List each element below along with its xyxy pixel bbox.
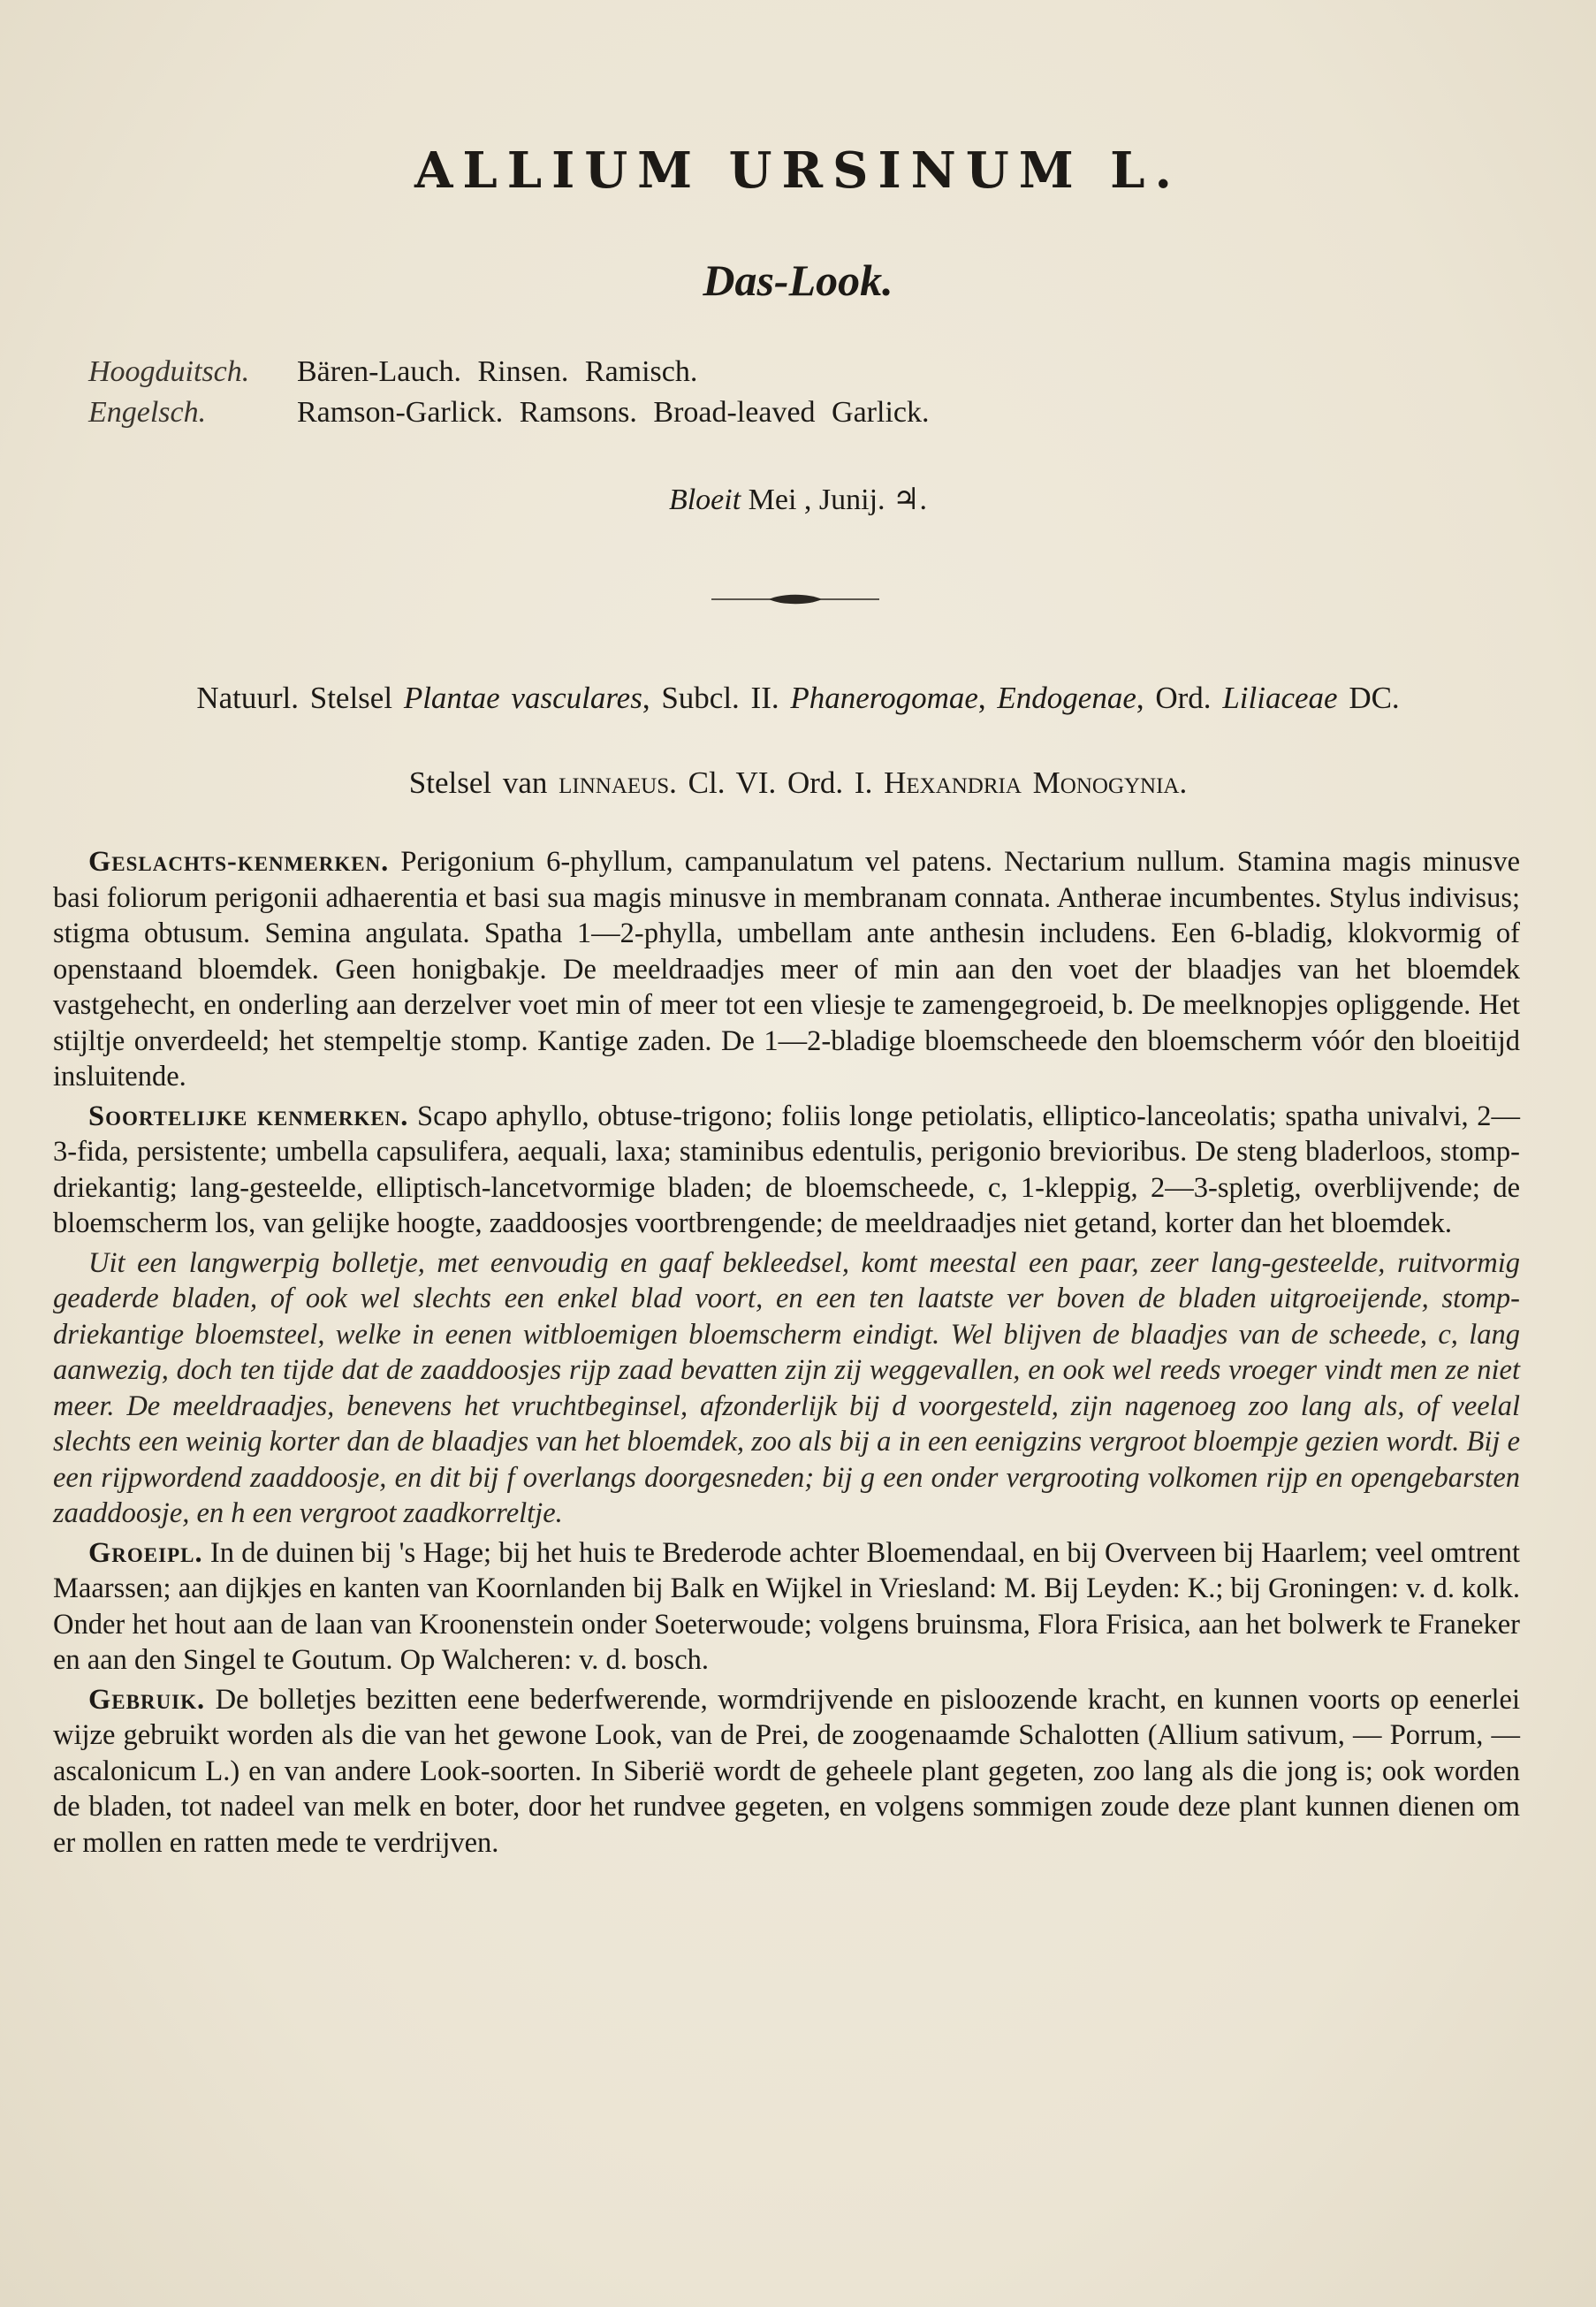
- vernacular-row: [88, 352, 1149, 392]
- section-text: Perigonium 6-phyllum, campanulatum vel patens. Nectarium nullum. Stamina magis minusve basi foliorum perigonii adhaerentia et basi sua magis minusve in membranam connata. Antherae incumbentes. Stylus indivisus; stigma obtusum. Semina angulata. Spatha 1—2-phylla, umbellam ante anthesin includens. Een 6-bladig, klokvormig of openstaand bloemdek. Geen honigbakje. De meeldraadjes meer of min aan den voet der blaadjes van het bloemdek vastgehecht, en onderling aan derzelver voet min of meer tot een vliesje te zamengegroeid, b. De meelknopjes opliggende. Het stijltje onverdeeld; het stempeltje stomp. Kantige zaden. De 1—2-bladige bloemscheede den bloemscherm vóór den bloeitijd insluitende.: [53, 846, 1521, 1093]
- system-endogenae: Endogenae: [997, 681, 1136, 715]
- main-text: [53, 844, 1520, 1864]
- section-genus: [53, 844, 1520, 1095]
- vernacular-language: Hoogduitsch.: [88, 355, 250, 388]
- page-title: ALLIUM URSINUM L.: [414, 141, 1182, 200]
- system-family: Liliaceae: [1222, 681, 1338, 715]
- ornament-divider: [707, 590, 884, 608]
- system-author: DC.: [1349, 681, 1400, 715]
- section-heading: Geslachts-kenmerken.: [88, 846, 390, 878]
- section-heading: Gebruik.: [88, 1683, 206, 1716]
- vernacular-values: Ramson-Garlick. Ramsons. Broad-leaved Garlick.: [297, 396, 930, 429]
- natural-system: Natuurl. Stelsel Plantae vasculares, Subcl. II. Phanerogomae, Endogenae, Ord. Liliaceae DC.: [196, 681, 1400, 715]
- section-use: [53, 1682, 1520, 1862]
- perennial-symbol: ♃.: [893, 483, 928, 516]
- page-subtitle: Das-Look.: [703, 255, 893, 305]
- linnaeus-class-order: Cl. VI. Ord. I.: [688, 765, 873, 800]
- section-species: [53, 1099, 1520, 1242]
- system-plantae: Plantae vasculares: [403, 681, 642, 715]
- linnaeus-prefix: Stelsel van: [408, 765, 548, 800]
- system-prefix: Natuurl. Stelsel: [196, 681, 393, 715]
- linnaean-system: [0, 765, 1596, 801]
- vernacular-values: Bären-Lauch. Rinsen. Ramisch.: [297, 355, 698, 388]
- flowering-period: [0, 482, 1596, 517]
- system-order: , Ord.: [1136, 681, 1212, 715]
- system-subclass: , Subcl. II.: [642, 681, 779, 715]
- system-phanerogomae: Phanerogomae: [790, 681, 978, 715]
- flowering-value: Mei , Junij.: [748, 483, 885, 516]
- section-text: De bolletjes bezitten eene bederfwerende, wormdrijvende en pisloozende kracht, en kunnen voorts op eenerlei wijze gebruikt worden als die van het gewone Look, van de Prei, de zoogenaamde Schalotten (Allium sativum, — Porrum, — ascalonicum L.) en van andere Look-soorten. In Siberië wordt de geheele plant gegeten, zoo lang als die jong is; ook worden de bladen, tot nadeel van melk en boter, door het rundvee gegeten, en volgens sommigen zoude deze plant kunnen dienen om er mollen en ratten mede te verdrijven.: [53, 1683, 1521, 1859]
- linnaeus-name: linnaeus.: [559, 765, 677, 800]
- flowering-label: Bloeit: [668, 483, 741, 516]
- vernacular-language: Engelsch.: [88, 396, 207, 429]
- vernacular-names: [88, 352, 1149, 433]
- section-heading: Soortelijke kenmerken.: [88, 1100, 409, 1132]
- section-habitat: [53, 1535, 1520, 1679]
- section-text: Scapo aphyllo, obtuse-trigono; foliis longe petiolatis, elliptico-lanceolatis; spatha univalvi, 2—3-fida, persistente; umbella capsulifera, aequali, laxa; staminibus edentulis, perigonio brevioribus. De steng bladerloos, stomp-driekantig; lang-gesteelde, elliptisch-lancetvormige bladen; de bloemscheede, c, 1-kleppig, 2—3-spletig, overblijvende; de bloemscherm los, van gelijke hoogte, zaaddoosjes voortbrengende; de meeldraadjes niet getand, korter dan het bloemdek.: [53, 1100, 1520, 1239]
- section-text: In de duinen bij 's Hage; bij het huis te Brederode achter Bloemendaal, en bij Overveen bij Haarlem; veel omtrent Maarssen; aan dijkjes en kanten van Koornlanden bij Balk en Wijkel in Vriesland: M. Bij Leyden: K.; bij Groningen: v. d. kolk. Onder het hout aan de laan van Kroonenstein onder Soeterwoude; volgens bruinsma, Flora Frisica, aan het bolwerk te Franeker en aan den Singel te Goutum. Op Walcheren: v. d. bosch.: [53, 1536, 1521, 1676]
- section-description: Uit een langwerpig bolletje, met eenvoudig en gaaf bekleedsel, komt meestal een paar, zeer lang-gesteelde, ruitvormig geaderde bladen, of ook wel slechts een enkel blad voort, en een ten laatste ver boven de bladen uitgroeijende, stomp-driekantige bloemsteel, welke in eenen witbloemigen bloemscherm eindigt. Wel blijven de blaadjes van de scheede, c, lang aanwezig, doch ten tijde dat de zaaddoosjes rijp zaad bevatten zijn zij weggevallen, en ook wel reeds vroeger vindt men ze niet meer. De meeldraadjes, benevens het vruchtbeginsel, afzonderlijk bij d voorgesteld, zijn nagenoeg zoo lang als, of veelal slechts een weinig korter dan de blaadjes van het bloemdek, zoo als bij a in een eenigzins vergroot bloempje gezien wordt. Bij e een rijpwordend zaaddoosje, en dit bij f overlangs doorgesneden; bij g een onder vergrooting volkomen rijp en opengebarsten zaaddoosje, en h een vergroot zaadkorreltje.: [53, 1246, 1520, 1529]
- linnaeus-class-name: Hexandria Monogynia.: [884, 765, 1188, 800]
- section-heading: Groeipl.: [88, 1536, 203, 1569]
- vernacular-row: [88, 392, 1149, 433]
